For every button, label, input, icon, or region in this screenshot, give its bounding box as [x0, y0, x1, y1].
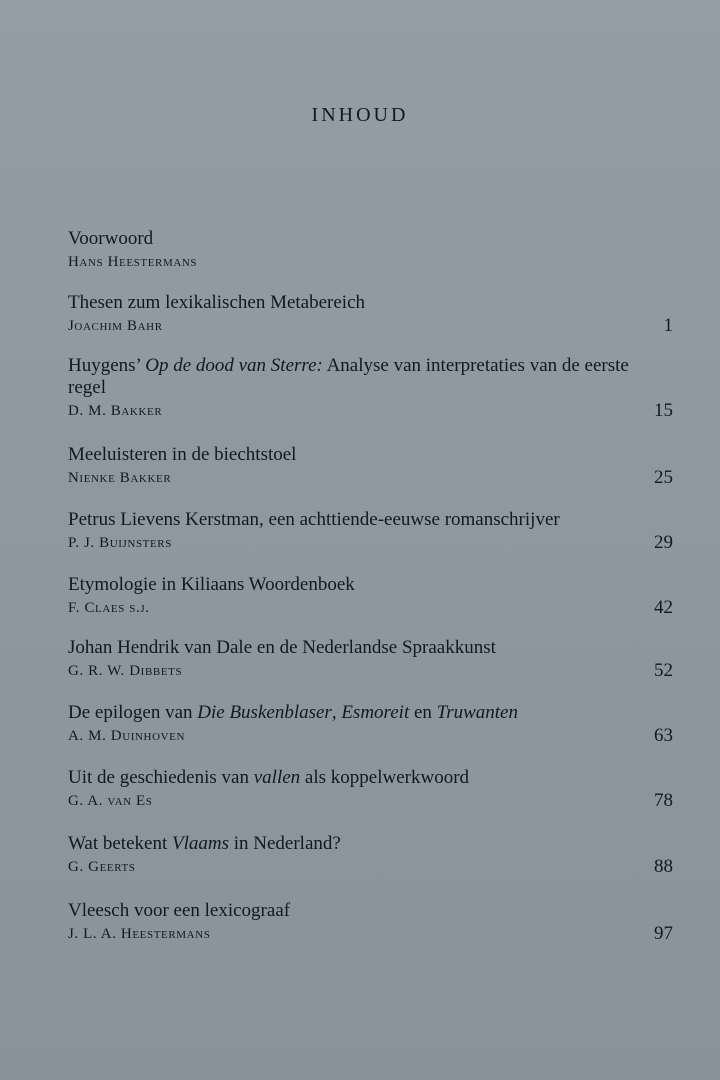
- title-text: in Nederland?: [228, 833, 341, 854]
- entry-title: Petrus Lievens Kerstman, een achttiende-eeuwse romanschrijver: [68, 509, 560, 530]
- title-text: Analyse van interpretaties van de eerste regel: [68, 355, 629, 398]
- entry-page-number: 29: [654, 532, 673, 553]
- toc-entry: [68, 355, 673, 423]
- entry-title: Johan Hendrik van Dale en de Nederlandse Spraakkunst: [68, 637, 496, 658]
- toc-entry: [68, 574, 673, 620]
- entry-author-line: [68, 855, 673, 879]
- toc-entry: [68, 637, 673, 683]
- title-italic-text: Truwanten: [436, 702, 518, 723]
- entry-author-line: [68, 250, 673, 274]
- entry-author-line: [68, 314, 673, 338]
- entry-author: P. J. Buijnsters: [68, 535, 172, 551]
- page-heading: INHOUD: [311, 104, 409, 126]
- entry-page-number: 88: [654, 856, 673, 877]
- entry-title: Vleesch voor een lexicograaf: [68, 900, 291, 921]
- entry-title: Meeluisteren in de biechtstoel: [68, 444, 297, 465]
- title-text: als koppelwerkwoord: [300, 767, 470, 788]
- entry-page-number: 25: [654, 467, 673, 488]
- title-text: ,: [331, 702, 342, 723]
- entry-title: Etymologie in Kiliaans Woordenboek: [68, 574, 355, 595]
- entry-page-number: 63: [654, 725, 673, 746]
- title-text: Wat betekent: [68, 833, 172, 854]
- entry-author: Nienke Bakker: [68, 470, 172, 486]
- title-italic-text: Esmoreit: [341, 702, 410, 723]
- entry-page-number: 1: [663, 315, 673, 336]
- entry-author-line: [68, 531, 673, 555]
- toc-entry: [68, 702, 673, 748]
- entry-title: [68, 767, 673, 789]
- entry-title: [68, 702, 673, 724]
- toc-entry: [68, 900, 673, 946]
- entry-page-number: 97: [654, 923, 673, 944]
- toc-entry: [68, 767, 673, 813]
- title-italic-text: vallen: [253, 767, 301, 788]
- toc-entry: [68, 444, 673, 490]
- entry-author-line: [68, 789, 673, 813]
- entry-author: J. L. A. Heestermans: [68, 926, 211, 942]
- toc-entry: [68, 292, 673, 338]
- entry-author-line: [68, 922, 673, 946]
- entry-page-number: 42: [654, 597, 673, 618]
- entry-author: G. R. W. Dibbets: [68, 663, 183, 679]
- title-italic-text: Vlaams: [171, 833, 229, 854]
- entry-author: D. M. Bakker: [68, 403, 163, 419]
- toc-entry: [68, 509, 673, 555]
- entry-author: F. Claes s.j.: [68, 600, 150, 616]
- title-text: Huygens’: [68, 355, 146, 376]
- entry-author: Hans Heestermans: [68, 254, 198, 270]
- entry-author-line: [68, 724, 673, 748]
- entry-author: Joachim Bahr: [68, 318, 163, 334]
- entry-page-number: 52: [654, 660, 673, 681]
- toc-entry: [68, 228, 673, 274]
- title-text: Uit de geschiedenis van: [68, 767, 254, 788]
- entry-author: G. A. van Es: [68, 793, 153, 809]
- entry-page-number: 15: [654, 400, 673, 421]
- entry-title: [68, 833, 673, 855]
- title-italic-text: Op de dood van Sterre:: [145, 355, 323, 376]
- entry-author: A. M. Duinhoven: [68, 728, 186, 744]
- entry-title: Voorwoord: [68, 228, 154, 249]
- entry-author-line: [68, 596, 673, 620]
- title-italic-text: Die Buskenblaser: [197, 702, 332, 723]
- entry-title: [68, 355, 673, 399]
- toc-entry: [68, 833, 673, 879]
- entry-author-line: [68, 466, 673, 490]
- entry-page-number: 78: [654, 790, 673, 811]
- entry-title: Thesen zum lexikalischen Metabereich: [68, 292, 366, 313]
- entry-author-line: [68, 399, 673, 423]
- entry-author: G. Geerts: [68, 859, 136, 875]
- title-text: De epilogen van: [68, 702, 198, 723]
- title-text: en: [409, 702, 437, 723]
- entry-author-line: [68, 659, 673, 683]
